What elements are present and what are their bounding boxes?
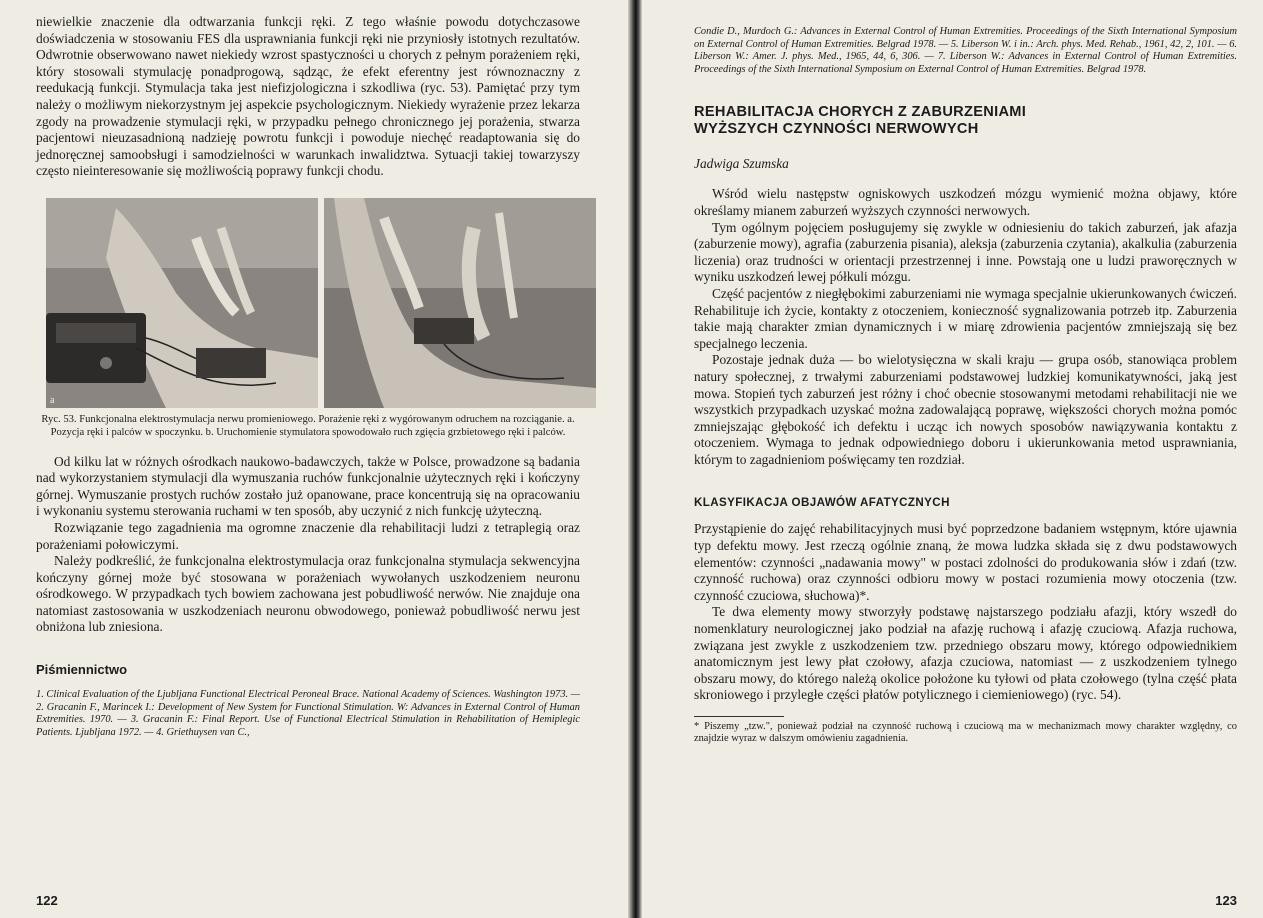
body-paragraph: Te dwa elementy mowy stworzyły podstawę najstarszego podziału afazji, który wszedł do nomenklatury neurologicznej jako podział na afazję ruchową i afazję czuciową. Afazja ruchowa, związana jest zwykle z uszkodzeniem tzw. przedniego obszaru mowy, którego odpowiednikiem anatomicznym jest lewy płat czołowy, afazja czuciowa, natomiast — z uszkodzeniem tylnego obszaru mowy, do którego należą okolice położone ku tyłowi od płata czołowego (tylna część płata skroniowego i przyległe części płatów potylicznego i ciemieniowego) (ryc. 54). [694,604,1237,703]
body-paragraph: Od kilku lat w różnych ośrodkach naukowo-badawczych, także w Polsce, prowadzone są badania nad wykorzystaniem stymulacji dla wymuszania ruchów funkcjonalnie użytecznych ręki i kończyny górnej. Wymuszanie prostych ruchów zostało już opanowane, prace koncentrują się na opracowaniu i wykonaniu systemu sterowania ruchami w ten sposób, aby uczynić z nich funkcję użyteczną. [36,453,580,519]
body-paragraph: Wśród wielu następstw ogniskowych uszkodzeń mózgu wymienić można objawy, które określamy mianem zaburzeń wyższych czynności nerwowych. [694,186,1237,218]
references-cont-text: Condie D., Murdoch G.: Advances in External Control of Human Extremities. Proceedings of the Sixth International Symposium on External Control of Human Extremities. Belgrad 1978. — 5. Liberson W. i in.: Arch. phys. Med. Rehab., 1961, 42, 2, 101. — 6. Liberson W.: Amer. J. phys. Med., 1965, 44, 6, 306. — 7. Liberson W.: Advances in External Control of Human Extremities. Proceedings of the Sixth International Symposium on External Control of Human Extremities. Belgrad 1978. [694,26,1237,75]
hand-stimulation-photo-a [46,198,318,408]
chapter-author: Jadwiga Szumska [694,156,789,172]
figure-53 [46,198,596,408]
references-list: 1. Clinical Evaluation of the Ljubljana Functional Electrical Peroneal Brace. National Academy of Sciences. Washington 1973. — 2. Gracanin F., Marincek I.: Development of New System for Functional Stimulation. W: Advances in External Control of Human Extremities. 1970. — 3. Gracanin F.: Final Report. Use of Functional Electrical Stimulation in Rehabilitation of Hemiplegic Patients. Ljubljana 1972. — 4. Griethuysen van C., [36,689,580,738]
body-paragraph: Część pacjentów z niegłębokimi zaburzeniami nie wymaga specjalnie ukierunkowanych ćwiczeń. Rehabilituje ich życie, kontakty z otoczeniem, konieczność sygnalizowania potrzeb itp. Zaburzenia takie mają charakter zmian dynamicznych i w miarę zdrowienia pacjentów zmniejszają się bez specjalnego leczenia. [694,285,1237,351]
references-heading: Piśmiennictwo [36,662,128,678]
chapter-title-line2: WYŻSZYCH CZYNNOŚCI NERWOWYCH [694,121,979,138]
body-paragraph: Należy podkreślić, że funkcjonalna elektrostymulacja oraz funkcjonalna stymulacja sekwencyjna kończyny górnej może być stosowana w porażeniach wywołanych uszkodzeniem neuronu ośrodkowego. W przypadkach tych bowiem zachowana jest pobudliwość nerwów. Nie znajduje ona natomiast zastosowania w uszkodzeniach neuronu obwodowego, ponieważ pobudliwość nerwu jest obniżona lub zniesiona. [36,553,580,635]
chapter-title [694,104,1237,138]
body-paragraph: Tym ogólnym pojęciem posługujemy się zwykle w odniesieniu do takich zaburzeń, jak afazja (zaburzenie mowy), agrafia (zaburzenia pisania), aleksja (zaburzenia czytania), akalkulia (zaburzenia liczenia) oraz trudności w orientacji przestrzennej i inne. Powstają one u ludzi praworęcznych w wyniku uszkodzeń lewej półkuli mózgu. [694,219,1237,285]
book-gutter [628,0,642,918]
figure-photo-a [46,198,318,408]
page-number-left: 122 [36,893,58,908]
section-title: KLASYFIKACJA OBJAWÓW AFATYCZNYCH [694,496,950,510]
figure-caption: Ryc. 53. Funkcjonalna elektrostymulacja nerwu promieniowego. Porażenie ręki z wygórowanym odruchem na rozciąganie. a. Pozycja ręki i palców w spoczynku. b. Uruchomienie stymulatora spowodowało ruch zgięcia grzbietowego ręki i palców. [41,413,575,438]
figure-photo-b [324,198,596,408]
page-number-right: 123 [1215,893,1237,908]
body-paragraph: Rozwiązanie tego zagadnienia ma ogromne znaczenie dla rehabilitacji ludzi z tetraplegią oraz porażeniami połowiczymi. [36,519,580,552]
body-paragraph: niewielkie znaczenie dla odtwarzania funkcji ręki. Z tego właśnie powodu dotychczasowe doświadczenia w stosowaniu FES dla usprawniania funkcji ręki nie przyniosły istotnych rezultatów. Odwrotnie obserwowano nawet niekiedy wzrost spastyczności u chorych z pełnym porażeniem ręki, który stosowali stymulację ponadprogową, sądząc, że efekt eferentny jest równoznaczny z reedukacją funkcji. Stymulacja taka jest niefizjologiczna i szkodliwa (ryc. 53). Pamiętać przy tym należy o możliwym niekorzystnym jej aspekcie psychologicznym. Niekiedy wyrażenie przez lekarza zgody na prowadzenie stymulacji ręki, w przypadku pełnego chronicznego jej porażenia, stwarza pacjentowi nieuzasadnioną nadzieję powrotu funkcji i powoduje niechęć readaptowania się do jednoręcznej samoobsługi i samodzielności w warunkach inwalidztwa. Sytuacji takiej towarzyszy często nieinteresowanie się możliwością poprawy funkcji chodu. [36,14,580,179]
figure-label-a: a [50,394,55,406]
body-paragraph: Przystąpienie do zajęć rehabilitacyjnych musi być poprzedzone badaniem wstępnym, które ujawnia typ defektu mowy. Jest rzeczą ogólnie znaną, że mowa ludzka składa się z dwu podstawowych elementów: czynności „nadawania mowy" w postaci zdolności do produkowania słów i zdań (tzw. czynność ruchowa) oraz czynności odbioru mowy w postaci rozumienia mowy otoczenia (tzw. czynność czuciowa, słuchowa)*. [694,521,1237,603]
body-paragraph: Pozostaje jednak duża — bo wielotysięczna w skali kraju — grupa osób, stanowiąca problem natury społecznej, z trwałymi zaburzeniami podstawowej ludzkiej komunikatywności, jaką jest mowa. Stopień tych zaburzeń jest różny i choć obecnie stosowanymi metodami rehabilitacji nie we wszystkich przypadkach uzyskać można zadowalającą poprawę, większości chorych można pomóc zmniejszając głębokość ich defektu i ucząc ich nowych sposobów nawiązywania kontaktu z otoczeniem. Wymaga to jednak odpowiedniego doboru i ukierunkowania metod usprawniania, którym to zagadnieniom poświęcamy ten rozdział. [694,352,1237,467]
chapter-title-line1: REHABILITACJA CHORYCH Z ZABURZENIAMI [694,104,1027,121]
left-page [0,0,628,918]
references-continued [694,26,1237,76]
right-page [642,0,1263,918]
hand-stimulation-photo-b [324,198,596,408]
footnote: * Piszemy „tzw.", ponieważ podział na czynność ruchową i czuciową ma w mechanizmach mowy charakter względny, co znajdzie wyraz w dalszym omówieniu zagadnienia. [694,721,1237,745]
footnote-rule [694,716,784,717]
